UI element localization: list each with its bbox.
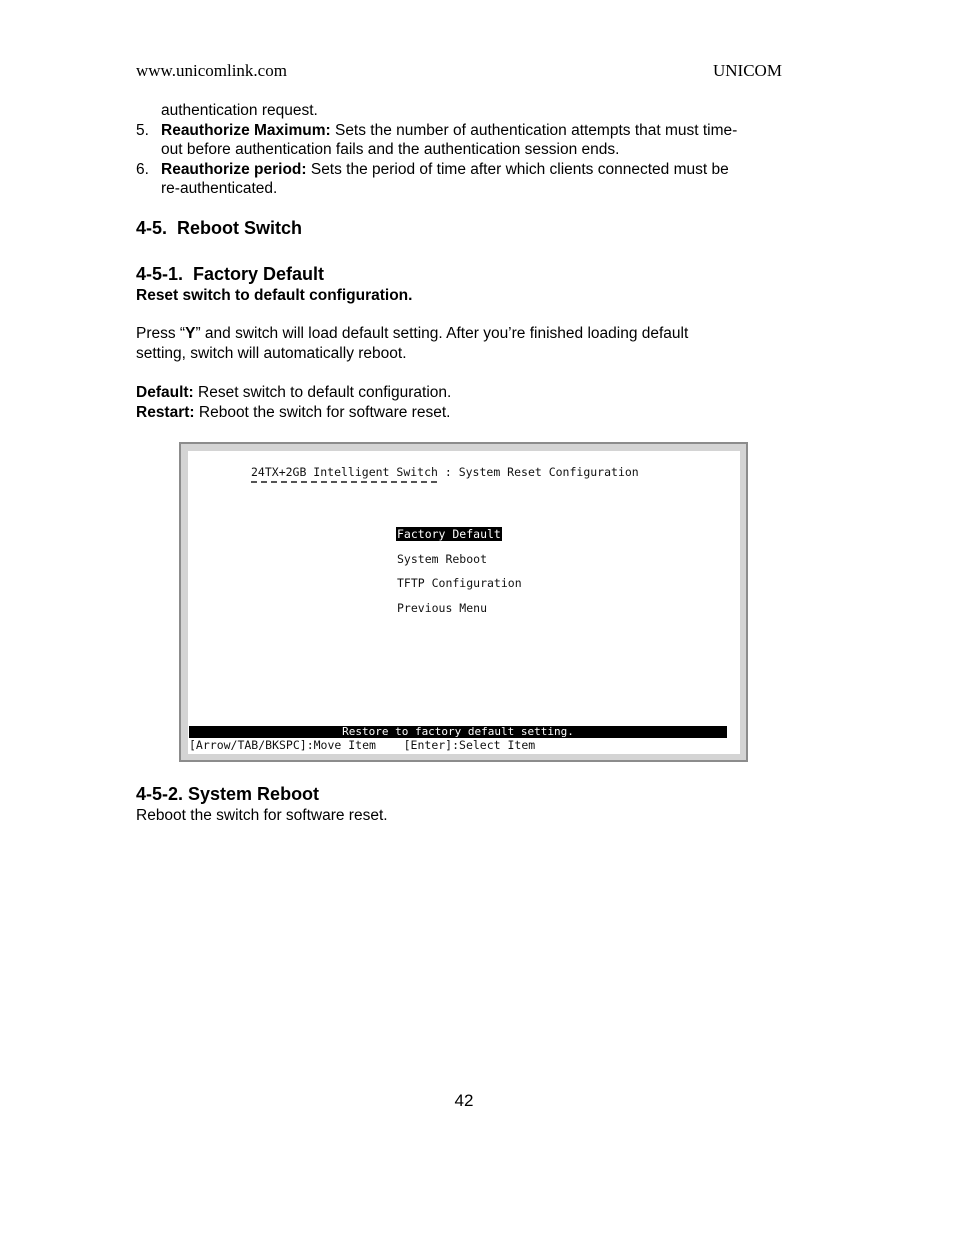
intro-list: [136, 101, 796, 199]
section-heading-4-5-1: 4-5-1. Factory Default: [136, 264, 325, 284]
list-text: Sets the number of authentication attempts that must time-: [330, 121, 738, 139]
menu-item-previous-menu[interactable]: Previous Menu: [397, 601, 488, 615]
default-definition: [136, 383, 786, 403]
header-website: www.unicomlink.com: [136, 61, 287, 80]
restart-label: Restart:: [136, 403, 195, 421]
terminal-screenshot: [179, 442, 748, 762]
press-text-post: ” and switch will load default setting. After you’re finished loading default: [195, 325, 689, 342]
default-label: Default:: [136, 384, 194, 401]
list-text: Sets the period of time after which clients connected must be: [306, 160, 729, 178]
menu-item-tftp-configuration[interactable]: TFTP Configuration: [397, 576, 522, 590]
list-item: [136, 121, 796, 160]
section-subtitle: Reset switch to default configuration.: [136, 287, 413, 304]
continuation-text: authentication request.: [161, 102, 318, 119]
restart-text: Reboot the switch for software reset.: [194, 403, 451, 421]
menu-item-factory-default[interactable]: Factory Default: [397, 527, 501, 541]
page-number: 42: [454, 1091, 474, 1110]
menu-item-system-reboot[interactable]: System Reboot: [397, 552, 488, 566]
header-brand: UNICOM: [713, 61, 782, 80]
section-4-5-2-text: Reboot the switch for software reset.: [136, 807, 388, 824]
list-number: 6.: [136, 160, 149, 178]
restart-definition: [136, 403, 786, 423]
default-text: Reset switch to default configuration.: [193, 384, 452, 401]
definitions: [136, 383, 786, 422]
terminal-title-underline: [251, 481, 437, 483]
list-text-cont: re-authenticated.: [161, 180, 278, 197]
press-paragraph: [136, 324, 786, 363]
terminal-title: 24TX+2GB Intelligent Switch : System Reset Configuration: [251, 465, 639, 479]
list-item: [136, 160, 796, 199]
list-number: 5.: [136, 121, 149, 139]
terminal-screen: [188, 451, 740, 754]
terminal-status-bar: Restore to factory default setting.: [189, 726, 727, 738]
press-text-line2: setting, switch will automatically reboot.: [136, 344, 407, 362]
press-key: Y: [185, 325, 196, 342]
list-term: Reauthorize Maximum:: [161, 121, 331, 139]
list-term: Reauthorize period:: [161, 160, 307, 178]
list-text-cont: out before authentication fails and the authentication session ends.: [161, 141, 620, 158]
section-heading-4-5-2: 4-5-2. System Reboot: [136, 784, 320, 804]
terminal-bezel: [181, 444, 746, 760]
press-text-pre: Press “: [136, 325, 186, 342]
section-heading-4-5: 4-5. Reboot Switch: [136, 218, 303, 238]
terminal-help-line: [Arrow/TAB/BKSPC]:Move Item [Enter]:Select Item: [189, 738, 536, 752]
